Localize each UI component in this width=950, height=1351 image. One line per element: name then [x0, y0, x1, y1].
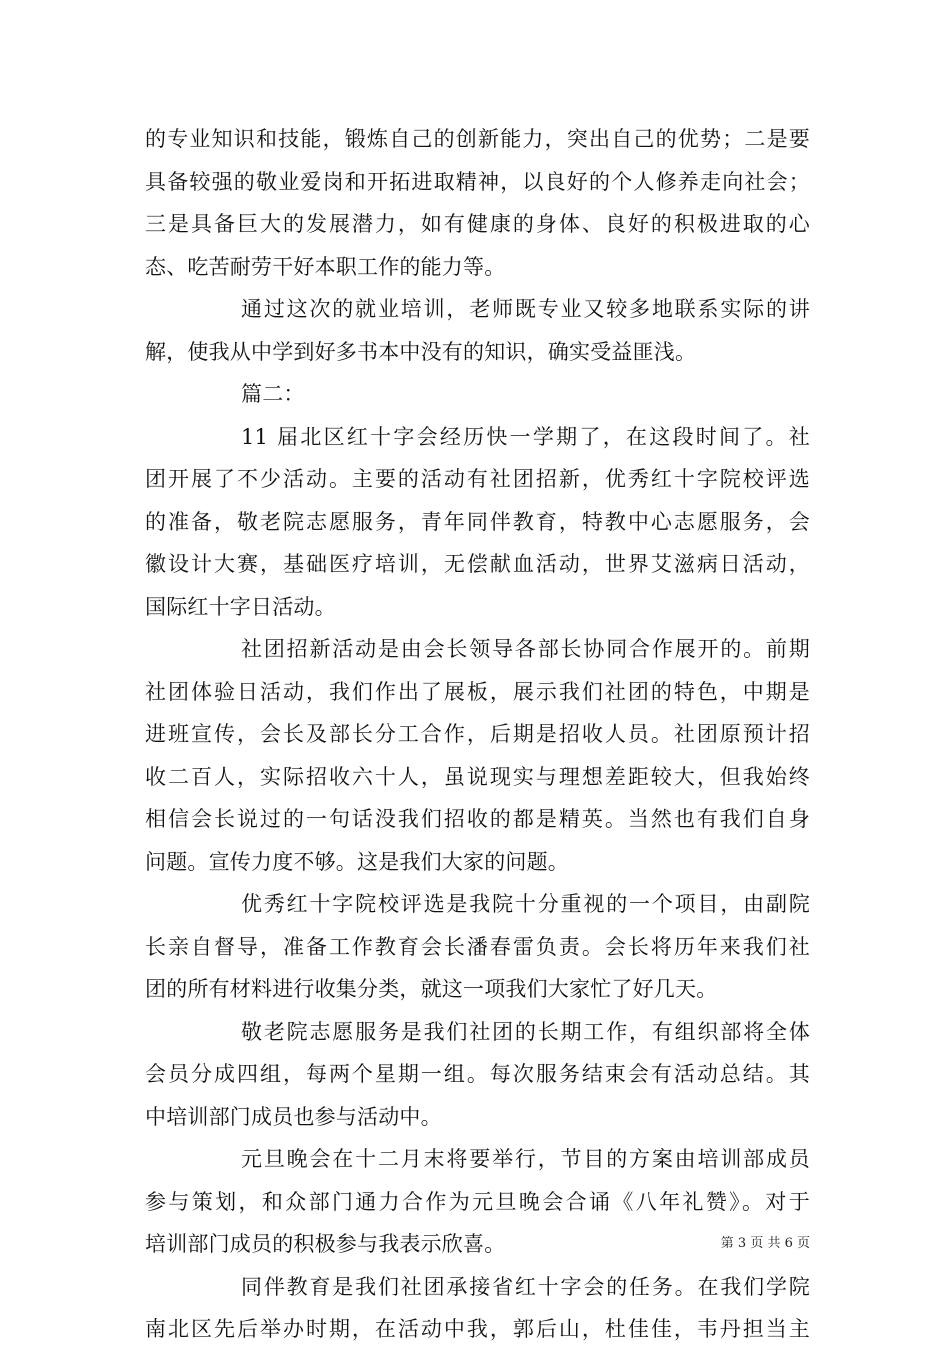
text-line: 相信会长说过的一句话没我们招收的都是精英。当然也有我们自身 [145, 807, 810, 831]
text-line: 徽设计大赛，基础医疗培训，无偿献血活动，世界艾滋病日活动， [145, 552, 810, 576]
text-line: 收二百人，实际招收六十人，虽说现实与理想差距较大，但我始终 [145, 764, 810, 789]
paragraph-start-line: 同伴教育是我们社团承接省红十字会的任务。在我们学院 [241, 1274, 810, 1299]
paragraph-start-line: 敬老院志愿服务是我们社团的长期工作，有组织部将全体 [241, 1019, 810, 1044]
page-number: 第 3 页 共 6 页 [720, 1236, 810, 1251]
paragraph-start-line: 社团招新活动是由会长领导各部长协同合作展开的。前期 [241, 637, 810, 661]
paragraph-start-line: 优秀红十字院校评选是我院十分重视的一个项目，由副院 [241, 892, 810, 916]
text-line: 社团体验日活动，我们作出了展板，展示我们社团的特色，中期是 [145, 679, 810, 704]
paragraph-start-line: 通过这次的就业培训，老师既专业又较多地联系实际的讲 [241, 297, 810, 321]
text-line: 南北区先后举办时期，在活动中我，郭后山，杜佳佳，韦丹担当主 [145, 1317, 810, 1341]
text-line: 中培训部门成员也参与活动中。 [145, 1104, 442, 1129]
text-line: 的准备，敬老院志愿服务，青年同伴教育，特教中心志愿服务，会 [145, 509, 810, 534]
text-line: 国际红十字日活动。 [145, 594, 336, 619]
text-line: 团的所有材料进行收集分类，就这一项我们大家忙了好几天。 [145, 977, 718, 1001]
text-line: 培训部门成员的积极参与我表示欣喜。 [145, 1232, 506, 1256]
text-line: 态、吃苦耐劳干好本职工作的能力等。 [145, 254, 506, 279]
text-line: 具备较强的敬业爱岗和开拓进取精神，以良好的个人修养走向社会； [145, 169, 810, 194]
text-line: 三是具备巨大的发展潜力，如有健康的身体、良好的积极进取的心 [145, 212, 810, 236]
text-line: 团开展了不少活动。主要的活动有社团招新，优秀红十字院校评选 [145, 467, 810, 491]
text-line: 解，使我从中学到好多书本中没有的知识，确实受益匪浅。 [145, 339, 697, 364]
section-heading: 篇二： [241, 382, 305, 406]
text-line: 参与策划，和众部门通力合作为元旦晚会合诵《八年礼赞》。对于 [145, 1189, 810, 1214]
text-line: 长亲自督导，准备工作教育会长潘春雷负责。会长将历年来我们社 [145, 934, 810, 959]
paragraph-start-line: 11 届北区红十字会经历快一学期了，在这段时间了。社 [241, 424, 810, 449]
text-line: 进班宣传，会长及部长分工合作，后期是招收人员。社团原预计招 [145, 722, 810, 746]
text-line: 会员分成四组，每两个星期一组。每次服务结束会有活动总结。其 [145, 1062, 810, 1086]
text-line: 的专业知识和技能，锻炼自己的创新能力，突出自己的优势；二是要 [145, 127, 810, 151]
paragraph-start-line: 元旦晚会在十二月末将要举行，节目的方案由培训部成员 [241, 1147, 810, 1171]
body-text [145, 118, 810, 1351]
text-line: 问题。宣传力度不够。这是我们大家的问题。 [145, 849, 569, 874]
